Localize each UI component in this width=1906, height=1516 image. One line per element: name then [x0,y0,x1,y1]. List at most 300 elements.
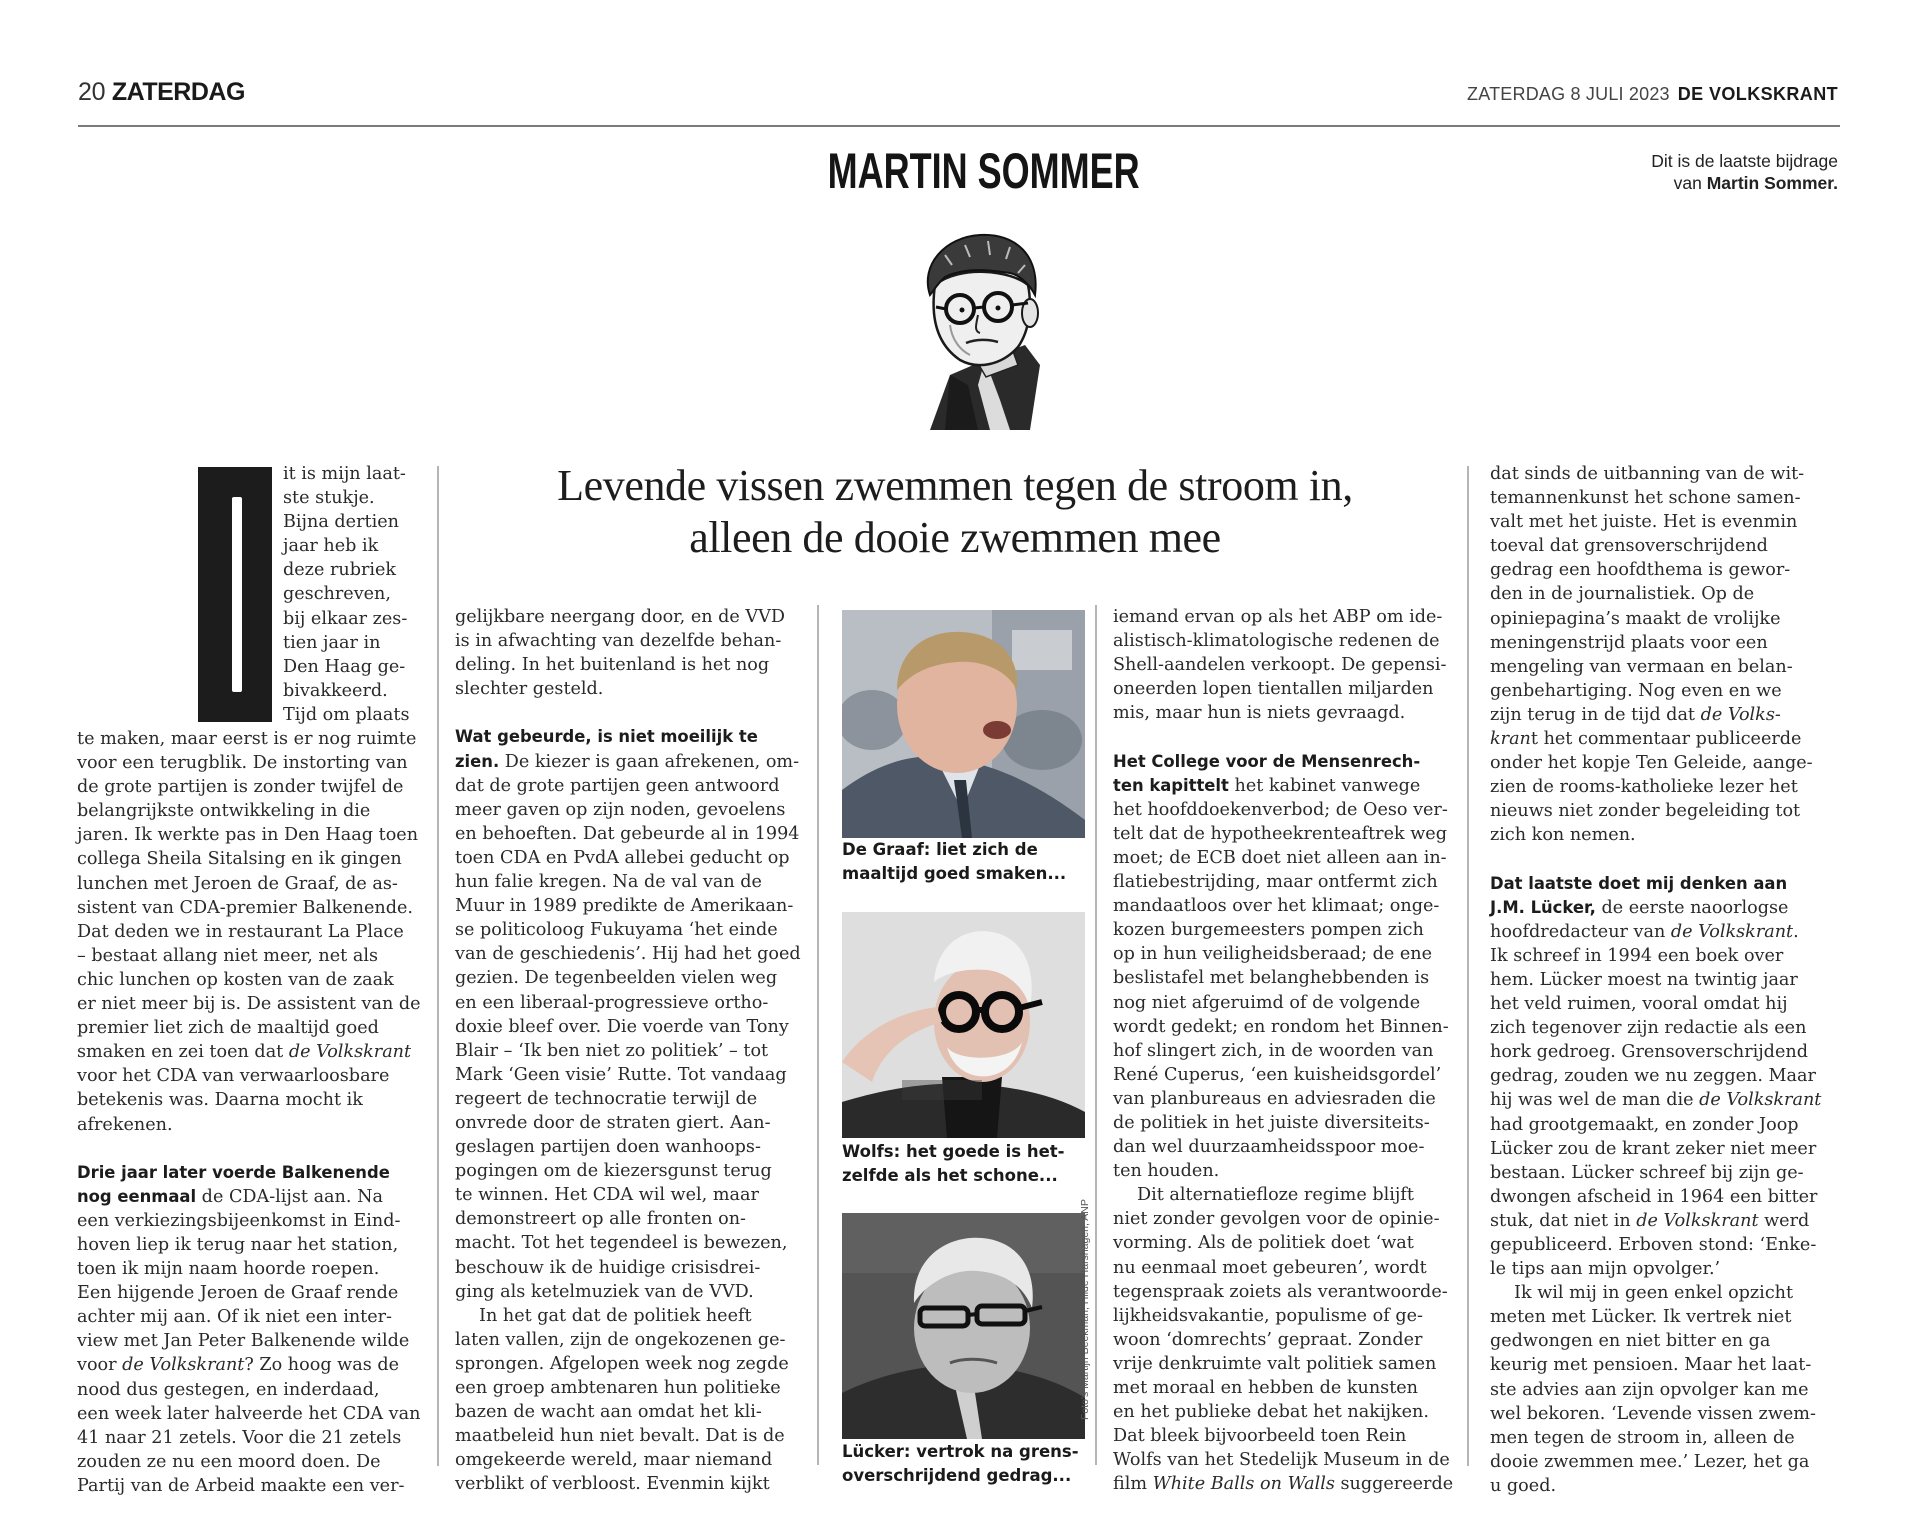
text-line [455,750,801,774]
lead-in-bold: Dat laatste doet mij denken aan [1490,873,1788,893]
text-line [77,1305,421,1329]
body-text: geschreven, [283,584,391,605]
text-line [77,872,421,896]
text-line [455,1352,801,1376]
text-line [455,1111,801,1135]
text-line [455,966,801,990]
text-line [455,1231,801,1255]
text-line [1113,1448,1453,1472]
text-line [455,629,801,653]
body-text: vrije denkruimte valt politiek samen [1113,1353,1437,1374]
body-text: toen ik mijn naam hoorde roepen. [77,1259,380,1280]
text-line [455,1280,801,1304]
caption-line: overschrijdend gedrag... [842,1466,1072,1485]
body-text: le tips aan mijn opvolger.’ [1490,1259,1721,1280]
text-line [1113,1376,1453,1400]
body-text: demonstreert op alle fronten on- [455,1209,747,1230]
text-line [1113,894,1453,918]
columnist-portrait-icon [890,225,1080,430]
text-line [455,1135,801,1159]
text-line [1490,1185,1821,1209]
text-line [455,798,801,822]
body-text: nog niet afgeruimd of de volgende [1113,992,1421,1013]
lead-in-bold: J.M. Lücker, [1490,897,1596,917]
italic-text: kran [1490,729,1531,750]
paragraph-gap [1113,725,1453,749]
text-line [1113,1111,1453,1135]
text-line [77,1353,421,1377]
text-line [1113,1424,1453,1448]
text-line [77,920,421,944]
body-text: hoven liep ik terug naar het station, [77,1234,399,1255]
body-text: Dit alternatiefloze regime blijft [1137,1185,1414,1206]
text-line [1113,653,1453,677]
text-line [1113,822,1453,846]
lead-in-bold: zien. [455,751,500,771]
column-2-text [455,605,801,1496]
text-line [283,558,410,582]
column-5-text [1490,462,1821,1498]
body-text: chic lunchen op kosten van de zaak [77,969,394,990]
text-line [455,1400,801,1424]
body-text: jaar heb ik [283,536,379,557]
body-text: de politiek in het juiste diversiteits- [1113,1112,1430,1133]
text-line [455,991,801,1015]
body-text: slechter gesteld. [455,679,604,700]
body-text: het veld ruimen, vooral omdat hij [1490,994,1788,1015]
body-text: bij elkaar zes- [283,608,408,629]
text-line [1490,534,1821,558]
text-line [1490,1426,1821,1450]
body-text: geslagen partijen doen wanhoops- [455,1137,761,1158]
column-1-dropcap-text [283,462,410,727]
body-text: een week later halveerde het CDA van [77,1403,421,1424]
body-text: hoofdredacteur van [1490,921,1671,942]
body-text: Lücker zou de krant zeker niet meer [1490,1138,1817,1159]
text-line [1490,655,1821,679]
columnist-name: MARTIN SOMMER [827,143,1140,199]
text-line [77,1209,421,1233]
text-line [77,1113,421,1137]
text-line [1113,677,1453,701]
body-text: meten met Lücker. Ik vertrek niet [1490,1307,1792,1328]
body-text: sistent van CDA-premier Balkenende. [77,897,413,918]
body-text: tien jaar in [283,632,381,653]
text-line [1490,679,1821,703]
text-line [1490,992,1821,1016]
body-text: hij was wel de man die [1490,1090,1700,1111]
body-text: Partij van de Arbeid maakte een ver- [77,1475,405,1496]
column-divider [817,605,819,1465]
body-text: – bestaat allang niet meer, net als [77,945,378,966]
caption-line: Lücker: vertrok na grens- [842,1442,1079,1461]
text-line [283,655,410,679]
text-line [1490,1137,1821,1161]
text-line [455,894,801,918]
body-text: lijkheidsvakantie, populisme of ge- [1113,1305,1423,1326]
body-text: meningenstrijd plaats voor een [1490,632,1768,653]
text-line [1113,1304,1453,1328]
body-text: Ik wil mij in geen enkel opzicht [1514,1283,1794,1304]
body-text: is in afwachting van dezelfde behan- [455,631,782,652]
header-divider [78,125,1840,127]
text-line [1490,896,1821,920]
text-line [455,653,801,677]
body-text: In het gat dat de politiek heeft [479,1305,752,1326]
text-line [455,1063,801,1087]
text-line [455,1376,801,1400]
body-text: smaken en zei toen dat [77,1042,289,1063]
body-text: bivakkeerd. [283,680,388,701]
body-text: met moraal en hebben de kunsten [1113,1378,1419,1398]
text-line [283,534,410,558]
text-line [1490,751,1821,775]
column-divider [1095,605,1097,1465]
body-text: bazen de wacht aan omdat het kli- [455,1402,762,1423]
text-line [1490,1402,1821,1426]
body-text: telt dat de hypotheekrenteaftrek weg [1113,823,1447,844]
text-line [77,775,421,799]
text-line [455,774,801,798]
text-line [77,1040,421,1064]
body-text: hun falie kregen. Na de val van de [455,872,762,893]
body-text: zouden ze nu een moord doen. De [77,1451,381,1472]
body-text: valt met het juiste. Het is evenmin [1490,512,1798,533]
last-contribution-note [1651,150,1838,194]
body-text: en het publieke debat het nakijken. [1113,1402,1429,1423]
photo-caption-de-graaf [842,838,1092,886]
body-text: voor een terugblik. De instorting van [77,753,408,774]
text-line [1490,1353,1821,1377]
body-text: gedwongen en niet bitter en ga [1490,1331,1771,1352]
text-line [1113,750,1453,774]
text-line [1490,462,1821,486]
body-text: de grote partijen is zonder twijfel de [77,777,404,798]
body-text: ste stukje. [283,488,375,509]
body-text: werd [1758,1210,1810,1231]
italic-text: White Balls on Walls [1152,1474,1335,1495]
body-text: hork gedroeg. Grensoverschrijdend [1490,1042,1808,1063]
body-text: gepubliceerd. Erboven stond: ‘Enke- [1490,1235,1817,1255]
text-line [1113,1159,1453,1183]
body-text: van de geschiedenis’. Hij had het goed [455,944,801,965]
body-text: premier liet zich de maaltijd goed [77,1018,379,1039]
body-text: maatbeleid hun niet bevalt. Dat is de [455,1426,785,1447]
body-text: se politicoloog Fukuyama ‘het einde [455,920,778,941]
body-text: pogingen om de kiezersgunst terug [455,1161,772,1182]
body-text: oneerden lopen tientallen miljarden [1113,679,1434,700]
body-text: den in de journalistiek. Op de [1490,584,1755,605]
text-line [455,1183,801,1207]
body-text: te winnen. Het CDA wil wel, maar [455,1185,759,1206]
body-text: tegenspraak zoiets als verantwoorde- [1113,1281,1448,1302]
text-line [1490,1209,1821,1233]
body-text: onvrede door de straten giert. Aan- [455,1112,771,1133]
body-text: meer gaven op zijn noden, gevoelens [455,799,786,820]
body-text: moet; de ECB doet niet alleen aan in- [1113,847,1447,868]
body-text: t het commentaar publiceerde [1530,729,1802,750]
body-text: mengeling van vermaan en belan- [1490,656,1793,677]
text-line [1490,607,1821,631]
text-line [1490,510,1821,534]
body-text: dat de grote partijen geen antwoord [455,775,780,796]
text-line [1490,727,1821,751]
body-text: niet zonder gevolgen voor de opinie- [1113,1209,1440,1230]
text-line [1490,558,1821,582]
text-line [1113,1328,1453,1352]
body-text: deze rubriek [283,560,397,581]
body-text: jaren. Ik werkte pas in Den Haag toen [77,825,419,846]
body-text: sprongen. Afgelopen week nog zegde [455,1353,789,1374]
body-text: dan wel duurzaamheidsspoor moe- [1113,1137,1425,1158]
column-4-text [1113,605,1453,1496]
text-line [1113,1015,1453,1039]
body-text: dwongen afscheid in 1964 een bitter [1490,1186,1818,1207]
text-line [1113,1183,1453,1207]
text-line [283,510,410,534]
body-text: gedrag, zouden we nu zeggen. Maar [1490,1066,1816,1087]
article-headline [440,460,1470,564]
text-line [1490,1281,1821,1305]
text-line [1490,799,1821,823]
body-text: Tijd om plaats [283,704,410,725]
body-text: iemand ervan op als het ABP om ide- [1113,607,1443,627]
body-text: een verkiezingsbijeenkomst in Eind- [77,1210,401,1231]
text-line [1490,1450,1821,1474]
text-line [1490,1088,1821,1112]
text-line [77,992,421,1016]
body-text: er niet meer bij is. De assistent van de [77,994,421,1015]
body-text: gedrag een hoofdthema is gewor- [1490,560,1791,581]
body-text: zich tegenover zijn redactie als een [1490,1018,1807,1039]
body-text: voor het CDA van verwaarloosbare [77,1066,390,1087]
text-line [1113,918,1453,942]
body-text: gezien. De tegenbeelden vielen weg [455,968,778,989]
body-text: temannenkunst het schone samen- [1490,488,1801,509]
text-line [1113,1087,1453,1111]
column-divider [1467,466,1469,1466]
body-text: toen CDA en PvdA allebei geducht op [455,847,790,868]
text-line [455,846,801,870]
text-line [455,918,801,942]
body-text: voor [77,1355,123,1376]
body-text: genbehartiging. Nog even en we [1490,680,1782,701]
body-text: keurig met pensioen. Maar het laat- [1490,1355,1812,1376]
lead-in-bold: Het College voor de Mensenrech- [1113,751,1421,771]
text-line [77,1064,421,1088]
text-line [1113,991,1453,1015]
body-text: zich kon nemen. [1490,825,1636,846]
body-text: bestaan. Lücker schreef bij zijn ge- [1490,1162,1804,1183]
text-line [1113,966,1453,990]
note-line-2 [1651,172,1838,194]
text-line [1490,1378,1821,1402]
page-number: 20 [78,78,106,106]
text-line [1490,775,1821,799]
text-line [77,1185,421,1209]
text-line [1490,582,1821,606]
body-text: ten houden. [1113,1161,1220,1182]
text-line [1490,1040,1821,1064]
body-text: collega Sheila Sitalsing en ik gingen [77,849,402,870]
text-line [1113,1207,1453,1231]
body-text: verblikt of verbloost. Evenmin kijkt [455,1474,770,1495]
lead-in-bold: ten kapittelt [1113,775,1229,795]
text-line [455,1328,801,1352]
text-line [1490,872,1821,896]
headline-line-1: Levende vissen zwemmen tegen de stroom in, [557,461,1353,510]
text-line [1490,1305,1821,1329]
caption-line: Wolfs: het goede is het- [842,1142,1065,1161]
body-text: nieuws niet zonder begeleiding tot [1490,801,1801,822]
paragraph-gap [77,1137,421,1161]
text-line [1490,703,1821,727]
text-line [283,582,410,606]
body-text: Een hijgende Jeroen de Graaf rende [77,1283,399,1304]
body-text: beslistafel met belanghebbenden is [1113,968,1430,989]
text-line [1113,1280,1453,1304]
body-text: beschouw ik de huidige crisisdrei- [455,1257,761,1278]
text-line [455,870,801,894]
body-text: het kabinet vanwege [1228,775,1421,796]
text-line [455,677,801,701]
body-text: kozen burgemeesters pompen zich [1113,920,1424,941]
body-text: het hoofddoekenverbod; de Oeso ver- [1113,799,1448,820]
body-text: nood dus gestegen, en inderdaad, [77,1379,380,1400]
text-line [1113,1400,1453,1424]
text-line [1490,1233,1821,1257]
body-text: . [1793,921,1799,942]
italic-text: de Volkskrant [288,1042,412,1063]
body-text: toeval dat grensoverschrijdend [1490,536,1768,557]
body-text: opiniepagina’s maakt de vrolijke [1490,608,1781,629]
body-text: wel bekoren. ‘Levende vissen zwem- [1490,1403,1816,1424]
body-text: flatiebestrijding, maar ontfermt zich [1113,872,1438,893]
body-text: ? Zo hoog was de [244,1355,400,1376]
body-text: dat sinds de uitbanning van de wit- [1490,464,1805,484]
text-line [77,1088,421,1112]
paragraph-gap [1490,848,1821,872]
body-text: betekenis was. Daarna mocht ik [77,1090,363,1111]
text-line [1113,774,1453,798]
body-text: belangrijkste ontwikkeling in die [77,801,371,822]
text-line [455,1304,801,1328]
body-text: Dat deden we in restaurant La Place [77,921,404,942]
body-text: omgekeerde wereld, maar niemand [455,1450,773,1471]
text-line [283,486,410,510]
body-text: De kiezer is gaan afrekenen, om- [499,751,800,772]
text-line [1490,944,1821,968]
text-line [1490,823,1821,847]
text-line [455,1159,801,1183]
body-text: dooie zwemmen mee.’ Lezer, het ga [1490,1451,1810,1472]
body-text: en een liberaal-progressieve ortho- [455,992,769,1013]
text-line [455,1015,801,1039]
body-text: en behoeften. Dat gebeurde al in 1994 [455,823,800,844]
text-line [283,607,410,631]
text-line [1113,942,1453,966]
body-text: mis, maar hun is niets gevraagd. [1113,703,1406,724]
text-line [77,1233,421,1257]
lead-in-bold: Drie jaar later voerde Balkenende [77,1162,390,1182]
text-line [77,847,421,871]
dropcap-letter [198,467,272,722]
text-line [77,1402,421,1426]
photo-lucker [842,1213,1085,1439]
text-line [1113,1231,1453,1255]
text-line [455,725,801,749]
caption-line: zelfde als het schone... [842,1166,1058,1185]
paragraph-gap [455,701,801,725]
text-line [1490,968,1821,992]
body-text: René Cuperus, ‘een kuisheidsgordel’ [1113,1064,1442,1085]
text-line [1113,1135,1453,1159]
text-line [283,703,410,727]
body-text: Ik schreef in 1994 een boek over [1490,945,1784,966]
text-line [455,1087,801,1111]
lead-in-bold: Wat gebeurde, is niet moeilijk te [455,727,758,747]
text-line [1113,1256,1453,1280]
body-text: film [1113,1474,1153,1495]
text-line [1113,605,1453,629]
body-text: ging als ketelmuziek van de VVD. [455,1281,754,1302]
text-line [283,631,410,655]
body-text: laten vallen, zijn de ongekozenen ge- [455,1329,786,1350]
body-text: te maken, maar eerst is er nog ruimte [77,729,417,749]
italic-text: de Volkskrant [122,1355,245,1376]
text-line [455,605,801,629]
body-text: doxie bleef over. Die voerde van Tony [455,1016,789,1037]
body-text: ste advies aan zijn opvolger kan me [1490,1379,1809,1400]
text-line [1113,701,1453,725]
text-line [1490,1329,1821,1353]
text-line [77,799,421,823]
issue-date: ZATERDAG 8 JULI 2023 [1467,84,1670,104]
body-text: woon ‘domrechts’ gepraat. Zonder [1113,1329,1423,1350]
text-line [77,1378,421,1402]
note-name: Martin Sommer. [1706,173,1838,193]
italic-text: de Volkskrant [1670,921,1794,942]
body-text: de CDA-lijst aan. Na [196,1186,383,1207]
body-text: view met Jan Peter Balkenende wilde [77,1331,410,1352]
body-text: had grootgemaakt, en zonder Joop [1490,1114,1799,1135]
body-text: men tegen de stroom in, alleen de [1490,1427,1795,1448]
note-prefix: van [1673,173,1702,193]
body-text: regeert de technocratie terwijl de [455,1088,758,1109]
italic-text: de Volkskrant [1636,1210,1759,1231]
text-line [1490,1016,1821,1040]
text-line [1113,1063,1453,1087]
body-text: een groep ambtenaren hun politieke [455,1378,781,1398]
text-line [455,1256,801,1280]
photo-credit: Foto's Martijn Beekman, Hilde Harshagen, ANP [1079,1199,1091,1420]
body-text: Bijna dertien [283,512,399,533]
text-line [455,822,801,846]
body-text: 41 naar 21 zetels. Voor die 21 zetels [77,1427,402,1448]
text-line [1490,486,1821,510]
text-line [77,1016,421,1040]
text-line [77,944,421,968]
text-line [1113,1352,1453,1376]
text-line [1113,629,1453,653]
body-text: stuk, dat niet in [1490,1210,1637,1231]
body-text: wordt gedekt; en rondom het Binnen- [1113,1016,1449,1037]
section-name: ZATERDAG [111,78,245,106]
text-line [1490,920,1821,944]
body-text: achter mij aan. Of ik niet een inter- [77,1307,392,1328]
text-line [77,1426,421,1450]
body-text: op in hun veiligheidsberaad; de ene [1113,944,1433,965]
